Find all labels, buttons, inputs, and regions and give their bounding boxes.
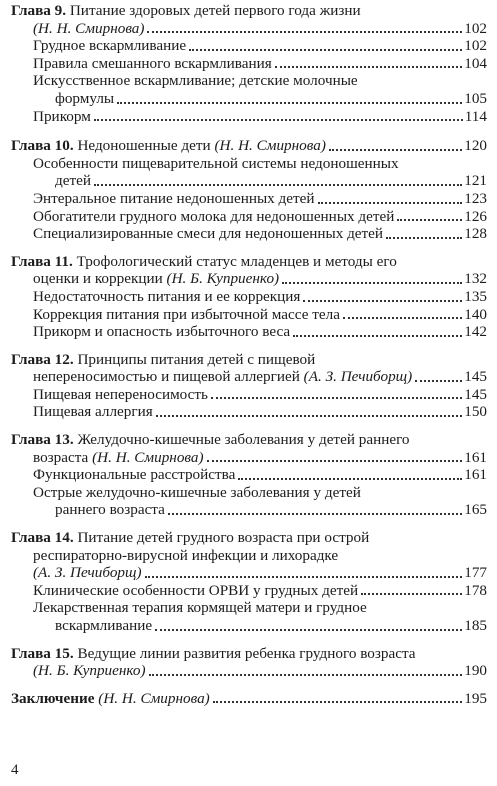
dot-leader — [397, 219, 462, 221]
page-ref: 165 — [464, 501, 487, 519]
chapter-title-line — [11, 431, 487, 449]
dot-leader — [386, 237, 462, 239]
section-entry-line[interactable] — [11, 582, 487, 600]
section-entry-line[interactable] — [11, 190, 487, 208]
chapter-title-text — [11, 351, 315, 369]
dot-leader — [207, 460, 463, 462]
page-ref: 128 — [464, 225, 487, 243]
toc-chapter — [11, 137, 487, 243]
chapter-title-line — [11, 547, 487, 565]
page-ref: 114 — [464, 107, 487, 125]
dot-leader — [361, 593, 462, 595]
chapter-author: (Н. Б. Куприенко) — [166, 270, 280, 288]
dot-leader — [147, 31, 462, 33]
section-title-line — [11, 599, 487, 617]
dot-leader — [282, 282, 462, 284]
toc-chapter — [11, 690, 487, 708]
section-title: Энтеральное питание недоношенных детей — [33, 189, 315, 207]
chapter-title-text — [11, 645, 416, 663]
toc-chapter — [11, 351, 487, 421]
section-title: Функциональные расстройства — [33, 466, 236, 484]
chapter-label: Глава 13. — [11, 431, 74, 449]
chapter-author: (А. З. Печиборщ) — [33, 564, 142, 582]
section-title: Особенности пищеварительной системы недоношенных — [33, 154, 399, 172]
section-title-line — [11, 155, 487, 173]
chapter-title-text — [11, 253, 397, 271]
dot-leader — [189, 49, 462, 51]
chapter-title: Принципы питания детей с пищевой — [77, 350, 316, 368]
page-ref: 121 — [464, 172, 487, 190]
section-title: Обогатители грудного молока для недоношенных детей — [33, 207, 395, 225]
dot-leader — [94, 119, 463, 121]
page-ref: 190 — [464, 662, 487, 680]
chapter-entry-text — [33, 20, 144, 38]
chapter-entry-line[interactable] — [11, 270, 487, 288]
toc-chapter — [11, 529, 487, 635]
page-ref: 145 — [464, 385, 487, 403]
chapter-author: (Н. Н. Смирнова) — [33, 19, 145, 37]
section-entry-line[interactable] — [11, 403, 487, 421]
section-title: Искусственное вскармливание; детские молочные — [33, 72, 358, 90]
chapter-entry-line[interactable] — [11, 690, 487, 708]
table-of-contents — [11, 2, 487, 717]
chapter-title-line — [11, 529, 487, 547]
dot-leader — [213, 701, 462, 703]
chapter-author: (Н. Н. Смирнова) — [98, 689, 210, 707]
chapter-title: Трофологический статус младенцев и методы его — [76, 252, 397, 270]
page-ref: 102 — [464, 37, 487, 55]
section-entry-line[interactable] — [11, 288, 487, 306]
section-title: Прикорм — [33, 107, 91, 125]
section-title: Прикорм и опасность избыточного веса — [33, 323, 291, 341]
toc-chapter — [11, 431, 487, 519]
toc-chapter — [11, 2, 487, 125]
section-entry-line[interactable] — [11, 225, 487, 243]
dot-leader — [238, 478, 462, 480]
toc-chapter — [11, 645, 487, 680]
dot-leader — [343, 317, 462, 319]
section-title-line — [11, 484, 487, 502]
section-entry-line[interactable] — [11, 501, 487, 519]
chapter-title: непереносимостью и пищевой аллергией — [33, 368, 300, 386]
chapter-title-line — [11, 253, 487, 271]
chapter-title-text — [11, 529, 369, 547]
section-entry-line[interactable] — [11, 108, 487, 126]
page-ref: 104 — [464, 54, 487, 72]
section-entry-line[interactable] — [11, 466, 487, 484]
chapter-title: оценки и коррекции — [33, 270, 163, 288]
chapter-title-text — [11, 2, 361, 20]
chapter-title: Ведущие линии развития ребенка грудного возраста — [77, 644, 416, 662]
section-entry-line[interactable] — [11, 323, 487, 341]
chapter-title: возраста — [33, 448, 89, 466]
page-ref: 195 — [464, 689, 487, 707]
page-ref: 142 — [464, 323, 487, 341]
chapter-author: (А. З. Печиборщ) — [303, 368, 413, 386]
dot-leader — [149, 674, 463, 676]
chapter-entry-text — [33, 270, 279, 288]
chapter-entry-line[interactable] — [11, 449, 487, 467]
page-ref: 161 — [464, 466, 487, 484]
dot-leader — [318, 202, 463, 204]
section-entry-line[interactable] — [11, 37, 487, 55]
section-entry-line[interactable] — [11, 617, 487, 635]
chapter-entry-text — [33, 662, 146, 680]
chapter-entry-line[interactable] — [11, 137, 487, 155]
section-title: детей — [55, 172, 91, 190]
chapter-title-line — [11, 645, 487, 663]
section-title: Коррекция питания при избыточной массе тела — [33, 305, 340, 323]
dot-leader — [329, 149, 462, 151]
chapter-label: Глава 12. — [11, 350, 74, 368]
section-entry-line[interactable] — [11, 90, 487, 108]
dot-leader — [303, 300, 462, 302]
chapter-entry-text — [33, 564, 142, 582]
section-title: формулы — [55, 89, 115, 107]
chapter-label: Глава 11. — [11, 252, 73, 270]
chapter-label: Глава 15. — [11, 644, 74, 662]
chapter-title: Недоношенные дети — [77, 137, 211, 155]
section-title: вскармливание — [55, 617, 153, 634]
section-entry-line[interactable] — [11, 306, 487, 324]
section-entry-line[interactable] — [11, 208, 487, 226]
section-title: раннего возраста — [55, 501, 165, 519]
dot-leader — [117, 102, 462, 104]
chapter-entry-line[interactable] — [11, 20, 487, 38]
chapter-entry-text — [33, 449, 204, 467]
page-ref: 178 — [464, 581, 487, 599]
chapter-entry-line[interactable] — [11, 662, 487, 680]
section-entry-line[interactable] — [11, 386, 487, 404]
page-ref: 140 — [464, 305, 487, 323]
chapter-author: (Н. Б. Куприенко) — [33, 662, 146, 680]
page-ref: 161 — [464, 448, 487, 466]
section-title: Пищевая непереносимость — [33, 385, 208, 403]
page-ref: 135 — [464, 287, 487, 305]
dot-leader — [211, 397, 462, 399]
chapter-entry-text — [33, 368, 412, 386]
chapter-title: Желудочно-кишечные заболевания у детей раннего — [77, 431, 410, 449]
chapter-label: Глава 14. — [11, 529, 74, 547]
chapter-label: Глава 10. — [11, 137, 74, 155]
page-ref: 105 — [464, 89, 487, 107]
dot-leader — [293, 335, 462, 337]
chapter-title-text — [11, 431, 410, 449]
dot-leader — [155, 629, 462, 631]
section-title: Острые желудочно-кишечные заболевания у детей — [33, 483, 361, 501]
page-ref: 102 — [464, 19, 487, 37]
chapter-author: (Н. Н. Смирнова) — [214, 137, 326, 155]
chapter-entry-text — [11, 137, 326, 155]
dot-leader — [275, 66, 463, 68]
section-title-line — [11, 72, 487, 90]
page-ref: 123 — [464, 189, 487, 207]
chapter-title: респираторно-вирусной инфекции и лихорадке — [33, 546, 339, 564]
page-ref: 145 — [464, 368, 487, 386]
dot-leader — [415, 380, 462, 382]
section-entry-line[interactable] — [11, 172, 487, 190]
page-ref: 185 — [464, 617, 487, 634]
dot-leader — [156, 415, 462, 417]
chapter-entry-line[interactable] — [11, 564, 487, 582]
toc-chapter — [11, 253, 487, 341]
dot-leader — [94, 184, 462, 186]
section-entry-line[interactable] — [11, 55, 487, 73]
page-ref: 150 — [464, 403, 487, 421]
page-number: 4 — [11, 762, 19, 778]
section-title: Лекарственная терапия кормящей матери и грудное — [33, 599, 367, 617]
page-ref: 126 — [464, 207, 487, 225]
dot-leader — [145, 576, 463, 578]
chapter-label: Глава 9. — [11, 2, 67, 19]
chapter-label: Заключение — [11, 689, 95, 707]
section-title: Клинические особенности ОРВИ у грудных детей — [33, 581, 359, 599]
chapter-title-line — [11, 2, 487, 20]
chapter-author: (Н. Н. Смирнова) — [92, 448, 204, 466]
dot-leader — [168, 513, 462, 515]
chapter-title: Питание детей грудного возраста при острой — [77, 529, 370, 547]
section-title: Пищевая аллергия — [33, 403, 153, 421]
section-title: Правила смешанного вскармливания — [33, 54, 272, 72]
chapter-title-line — [11, 351, 487, 369]
page-ref: 177 — [464, 564, 487, 582]
section-title: Грудное вскармливание — [33, 37, 187, 55]
section-title: Недостаточность питания и ее коррекция — [33, 287, 301, 305]
chapter-title: Питание здоровых детей первого года жизни — [69, 2, 361, 19]
section-title: Специализированные смеси для недоношенных детей — [33, 225, 384, 243]
page-ref: 132 — [464, 270, 487, 288]
chapter-entry-text — [11, 690, 210, 708]
page-ref: 120 — [464, 137, 487, 155]
chapter-entry-line[interactable] — [11, 368, 487, 386]
